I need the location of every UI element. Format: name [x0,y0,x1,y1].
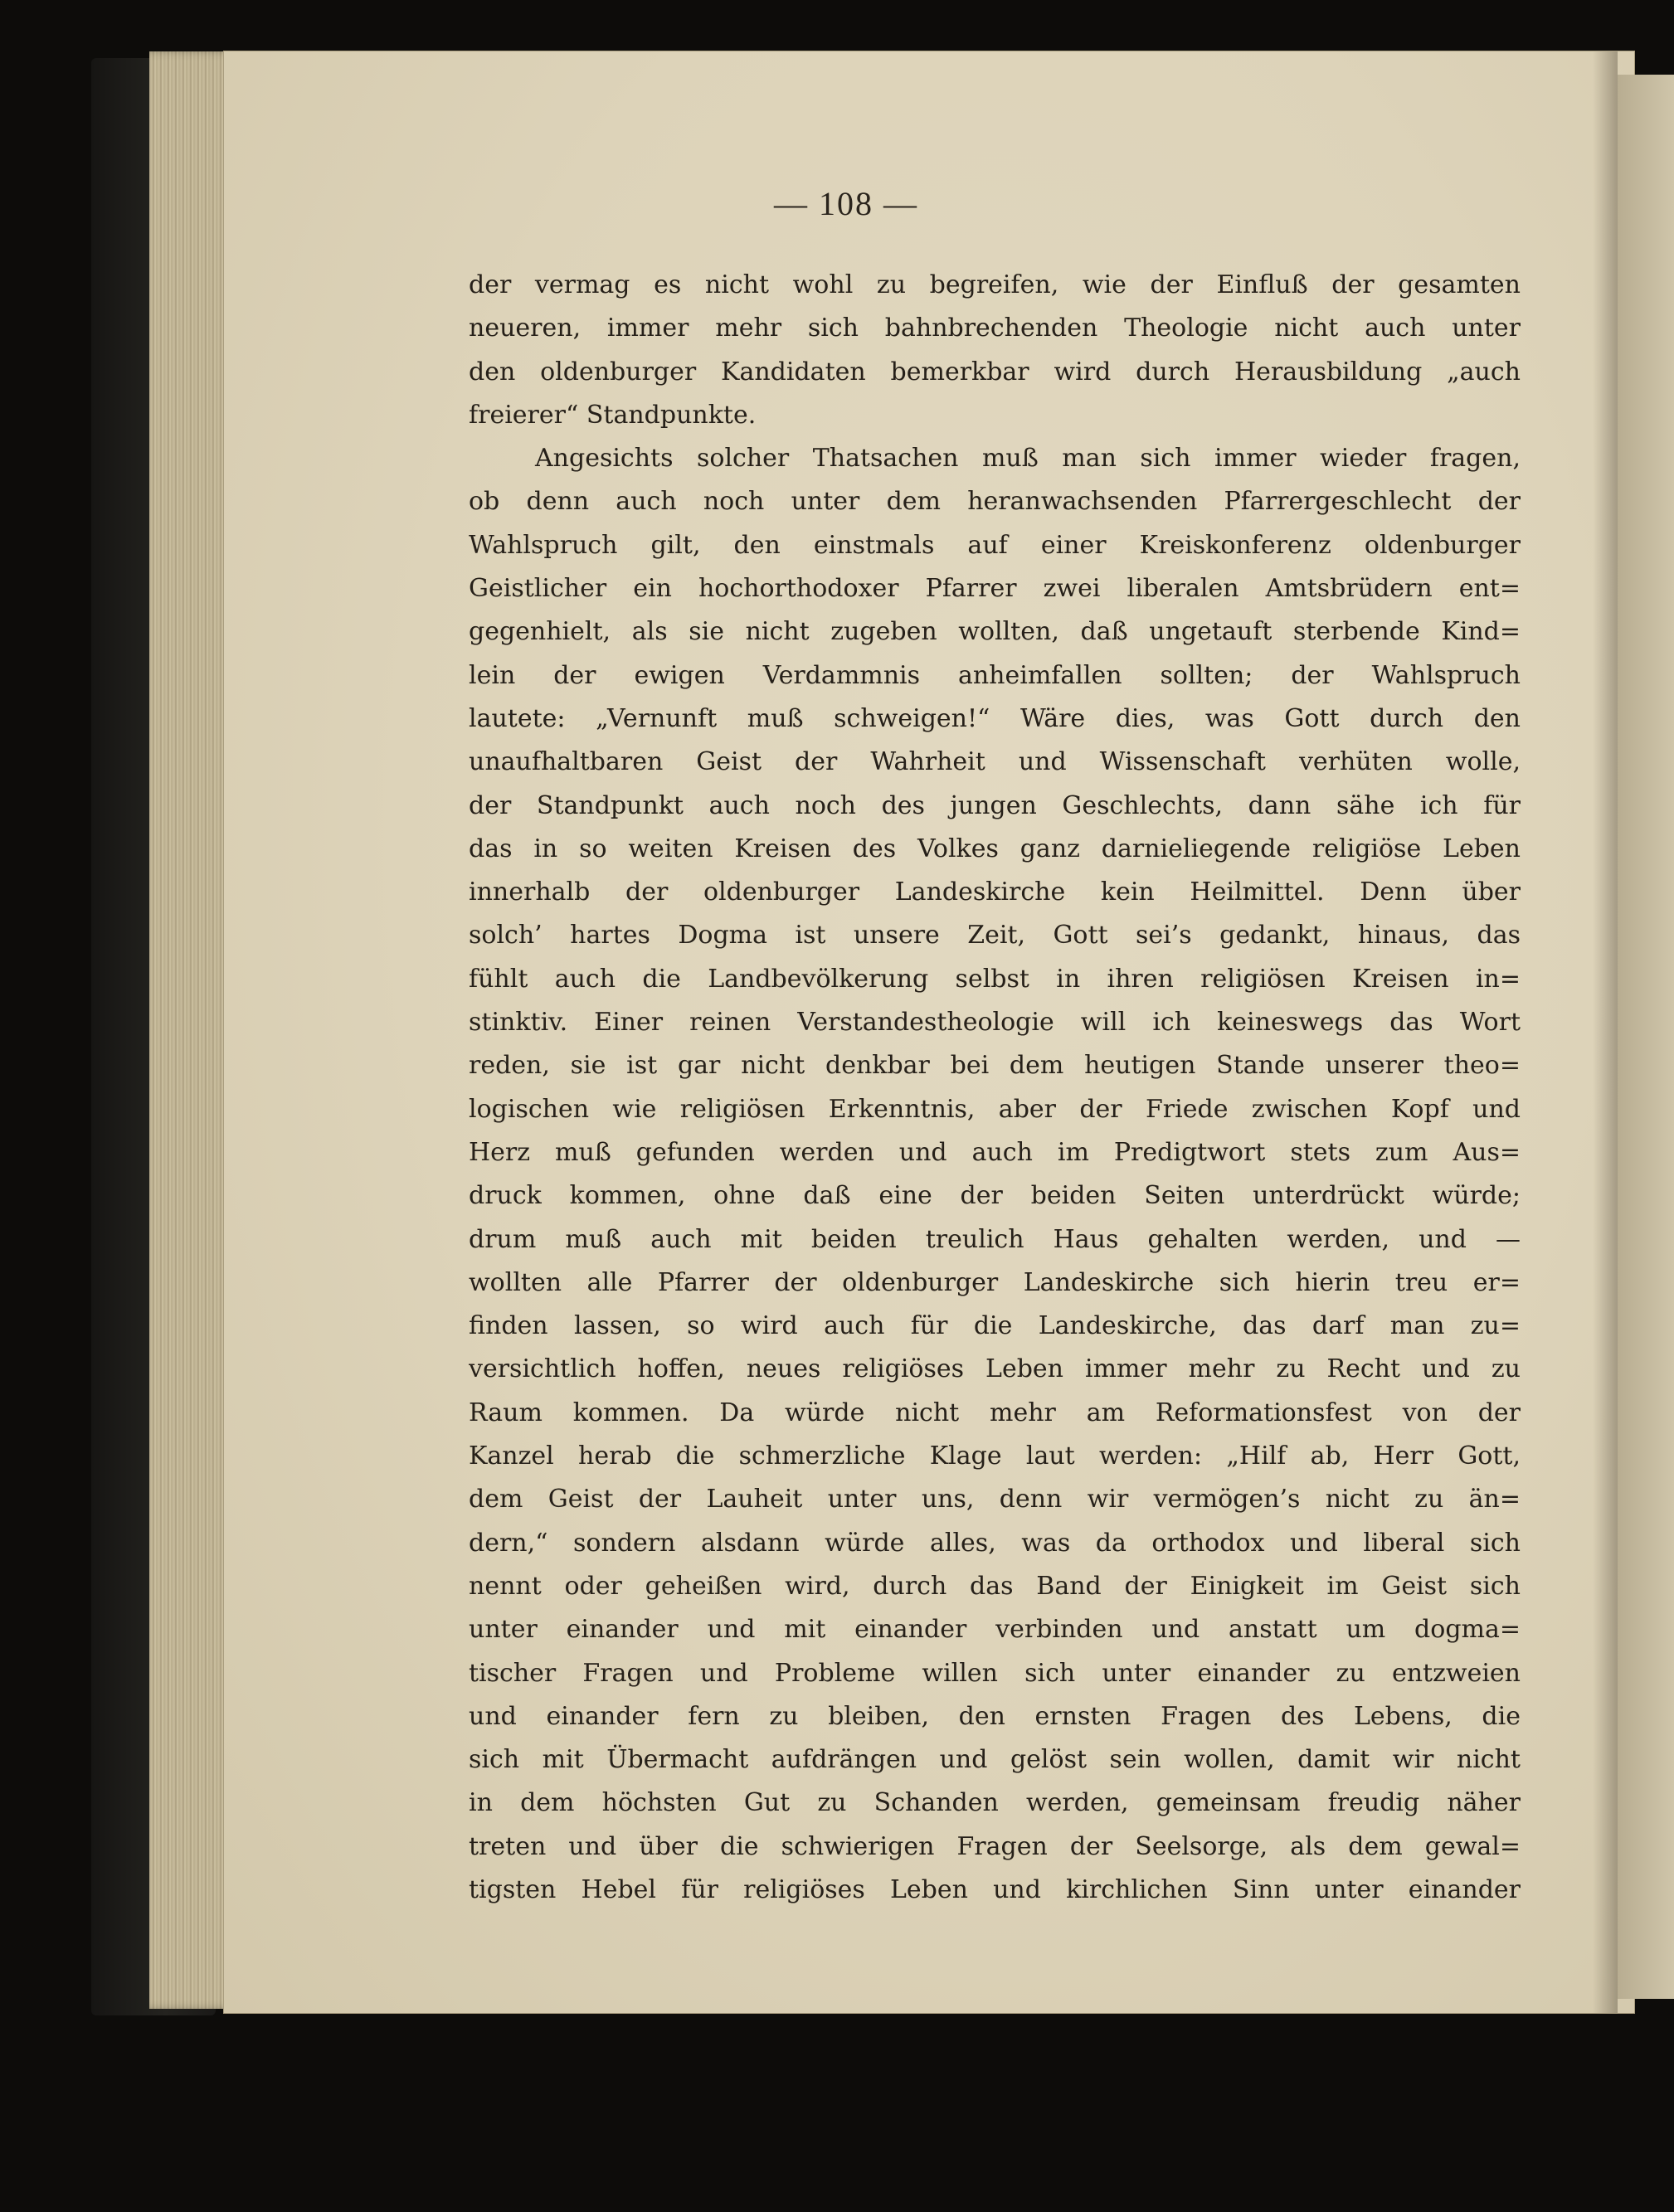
text-line: in dem höchsten Gut zu Schanden werden, gemeinsam freudig näher [469,1788,1521,1818]
text-line: stinktiv. Einer reinen Verstandestheologie will ich keineswegs das Wort [469,1008,1521,1038]
text-line: Kanzel herab die schmerzliche Klage laut werden: „Hilf ab, Herr Gott, [469,1441,1521,1471]
text-line: logischen wie religiösen Erkenntnis, aber der Friede zwischen Kopf und [469,1094,1521,1124]
text-line: unter einander und mit einander verbinden und anstatt um dogma= [469,1615,1521,1645]
text-line: Geistlicher ein hochorthodoxer Pfarrer zwei liberalen Amtsbrüdern ent= [469,574,1521,604]
text-line: gegenhielt, als sie nicht zugeben wollten, daß ungetauft sterbende Kind= [469,617,1521,647]
text-line: finden lassen, so wird auch für die Landeskirche, das darf man zu= [469,1311,1521,1341]
text-line: fühlt auch die Landbevölkerung selbst in ihren religiösen Kreisen in= [469,964,1521,994]
text-line: innerhalb der oldenburger Landeskirche kein Heilmittel. Denn über [469,878,1521,907]
text-line: reden, sie ist gar nicht denkbar bei dem heutigen Stande unserer theo= [469,1051,1521,1081]
text-line: tigsten Hebel für religiöses Leben und kirchlichen Sinn unter einander [469,1874,1521,1904]
text-line: wollten alle Pfarrer der oldenburger Landeskirche sich hierin treu er= [469,1267,1521,1297]
text-line: lautete: „Vernunft muß schweigen!“ Wäre dies, was Gott durch den [469,703,1521,733]
text-line: ob denn auch noch unter dem heranwachsenden Pfarrergeschlecht der [469,487,1521,517]
text-line: Angesichts solcher Thatsachen muß man sich immer wieder fragen, [535,444,1521,474]
text-line: dem Geist der Lauheit unter uns, denn wir vermögen’s nicht zu än= [469,1485,1521,1514]
text-line: Herz muß gefunden werden und auch im Predigtwort stets zum Aus= [469,1137,1521,1167]
adjacent-page-edge [1618,75,1674,1999]
text-line: Raum kommen. Da würde nicht mehr am Reformationsfest von der [469,1398,1521,1427]
text-line: solch’ hartes Dogma ist unsere Zeit, Gott sei’s gedankt, hinaus, das [469,921,1521,950]
text-line: treten und über die schwierigen Fragen der Seelsorge, als dem gewal= [469,1831,1521,1861]
page-number: — 108 — [774,185,918,222]
text-line: drum muß auch mit beiden treulich Haus gehalten werden, und — [469,1224,1521,1254]
text-line: nennt oder geheißen wird, durch das Band der Einigkeit im Geist sich [469,1571,1521,1601]
body-text [469,264,1521,1912]
gutter-shadow [1593,51,1618,2013]
text-line: versichtlich hoffen, neues religiöses Leben immer mehr zu Recht und zu [469,1354,1521,1384]
text-line: den oldenburger Kandidaten bemerkbar wird durch Herausbildung „auch [469,357,1521,386]
text-line: der vermag es nicht wohl zu begreifen, wie der Einfluß der gesamten [469,270,1521,299]
text-line: Wahlspruch gilt, den einstmals auf einer Kreiskonferenz oldenburger [469,530,1521,560]
text-line: und einander fern zu bleiben, den ernsten Fragen des Lebens, die [469,1701,1521,1731]
text-line: dern,“ sondern alsdann würde alles, was da orthodox und liberal sich [469,1528,1521,1558]
text-line: unaufhaltbaren Geist der Wahrheit und Wissenschaft verhüten wolle, [469,747,1521,777]
text-line: lein der ewigen Verdammnis anheimfallen sollten; der Wahlspruch [469,660,1521,690]
text-line: druck kommen, ohne daß eine der beiden Seiten unterdrückt würde; [469,1181,1521,1211]
text-line: freierer“ Standpunkte. [469,400,757,430]
text-line: der Standpunkt auch noch des jungen Geschlechts, dann sähe ich für [469,790,1521,820]
text-line: tischer Fragen und Probleme willen sich unter einander zu entzweien [469,1658,1521,1688]
text-line: sich mit Übermacht aufdrängen und gelöst sein wollen, damit wir nicht [469,1745,1521,1775]
text-line: das in so weiten Kreisen des Volkes ganz darnieliegende religiöse Leben [469,834,1521,863]
text-line: neueren, immer mehr sich bahnbrechenden Theologie nicht auch unter [469,314,1521,343]
